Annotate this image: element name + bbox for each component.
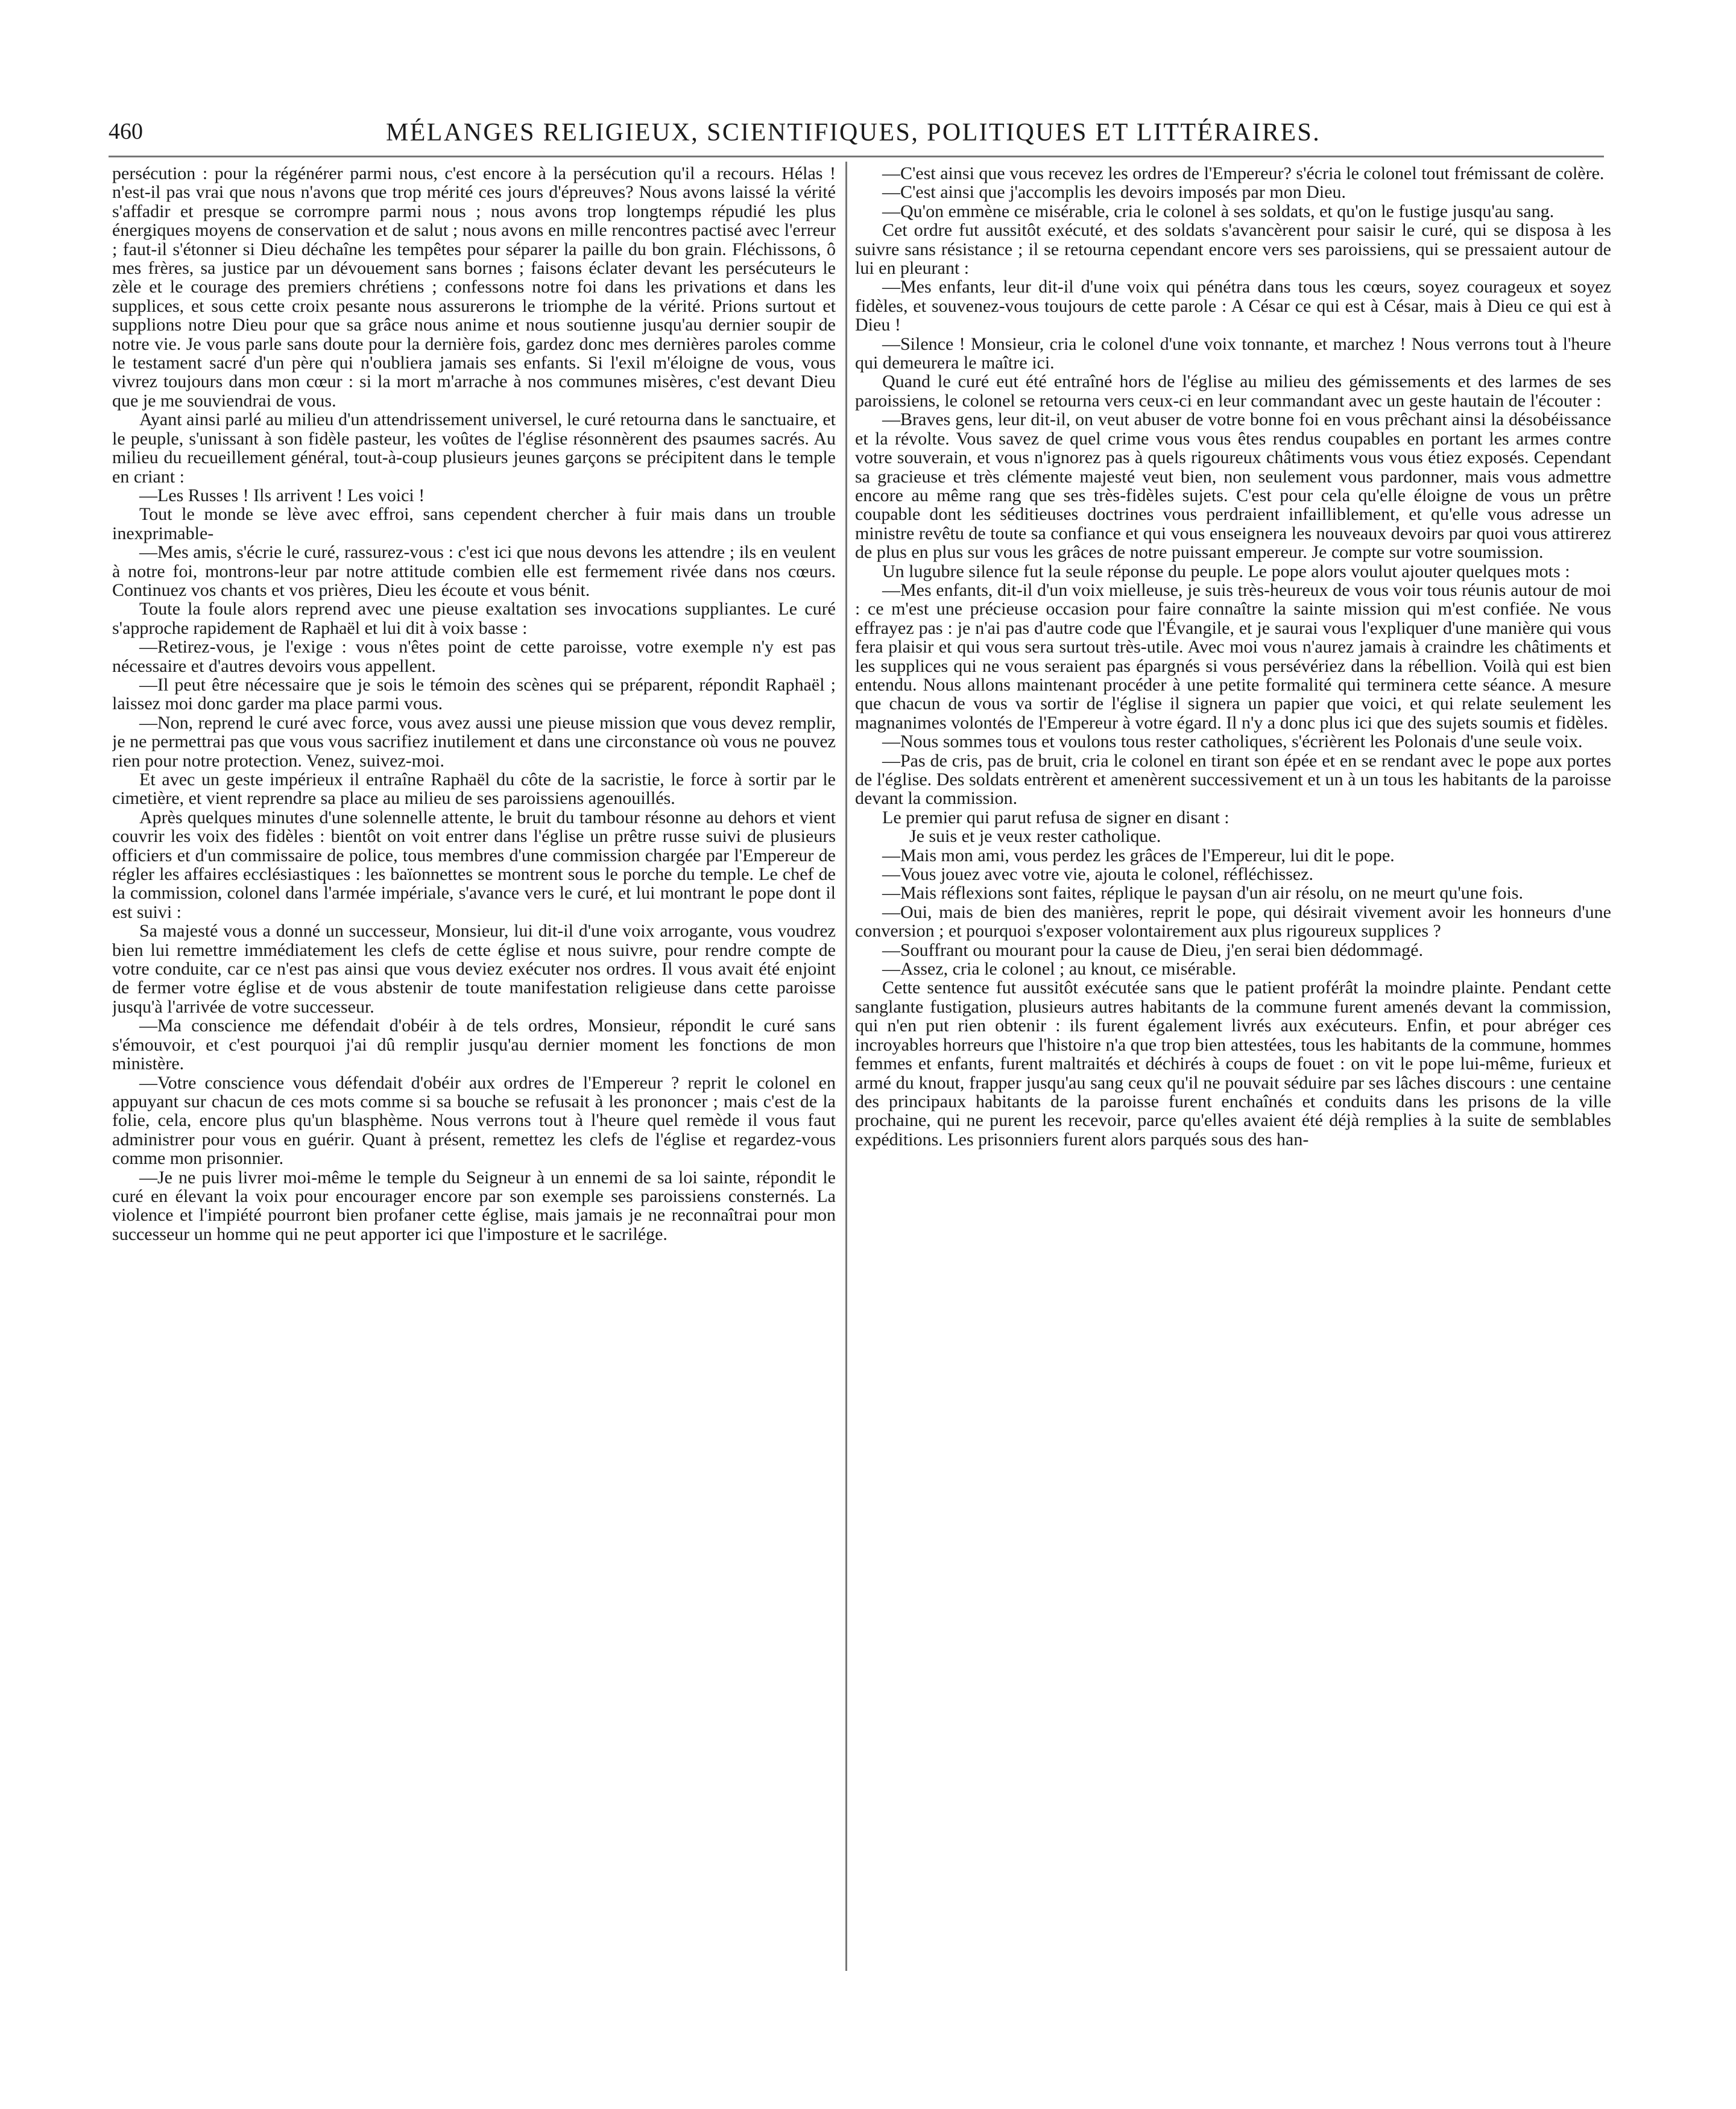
paragraph: Je suis et je veux rester catholique. bbox=[909, 826, 1161, 847]
paragraph: persécution : pour la régénérer parmi nous, c'est encore à la persécution qu'il a recours. Hélas ! n'est-il pas vrai que nous n'avons que trop mérité ces jours d'épreuves? Nous avons laissé la vérité s'affadir et presque se corrompre parmi nous ; nous avons trop longtemps répudié les plus énergiques moyens de conservation et de salut ; nous avons en mille rencontres pactisé avec l'erreur ; faut-il s'étonner si Dieu déchaîne les tempêtes pour séparer la paille du bon grain. Fléchissons, ô mes frères, sa justice par un dévouement sans bornes ; faisons éclater devant les persécuteurs le zèle et le courage des premiers chrétiens ; confessons notre foi dans les privations et dans les supplices, et sous cette croix pesante nous assurerons le triomphe de la vérité. Prions surtout et supplions notre Dieu pour que sa grâce nous anime et nous soutienne jusqu'au dernier soupir de notre vie. Je vous parle sans doute pour la dernière fois, gardez donc mes dernières paroles comme le testament sacré d'un père qui n'oubliera jamais ses enfants. Si l'exil m'éloigne de vous, vous vivrez toujours dans mon cœur : si la mort m'arrache à nos communes misères, c'est devant Dieu que je me souviendrai de vous. bbox=[112, 164, 836, 411]
paragraph: Le premier qui parut refusa de signer en disant : bbox=[882, 807, 1229, 827]
paragraph: —Retirez-vous, je l'exige : vous n'êtes point de cette paroisse, votre exemple n'y est pas nécessaire et d'autres devoirs vous appellent. bbox=[112, 637, 836, 676]
running-header bbox=[90, 116, 1658, 152]
paragraph: Sa majesté vous a donné un successeur, Monsieur, lui dit-il d'une voix arrogante, vous voudrez bien lui remettre immédiatement les clefs de cette église et nous suivre, pour rendre compte de votre conduite, car ce n'est pas ainsi que vous deviez exécuter nos ordres. Il vous avait été enjoint de fermer votre église et de vous abstenir de toute manifestation religieuse dans cette paroisse jusqu'à l'arrivée de votre successeur. bbox=[112, 921, 836, 1017]
paragraph: —Mes enfants, leur dit-il d'une voix qui pénétra dans tous les cœurs, soyez courageux et soyez fidèles, et souvenez-vous toujours de cette parole : A César ce qui est à César, mais à Dieu ce qui est à Dieu ! bbox=[855, 277, 1611, 335]
paragraph: —Mes amis, s'écrie le curé, rassurez-vous : c'est ici que nous devons les attendre ; ils en veulent à notre foi, montrons-leur par notre attitude combien elle est fermement rivée dans nos cœurs. Continuez vos chants et vos prières, Dieu les écoute et vous bénit. bbox=[112, 542, 836, 600]
paragraph: Quand le curé eut été entraîné hors de l'église au milieu des gémissements et des larmes de ses paroissiens, le colonel se retourna vers ceux-ci en leur commandant avec un geste hautain de l'écouter : bbox=[855, 372, 1611, 411]
paragraph: Ayant ainsi parlé au milieu d'un attendrissement universel, le curé retourna dans le sanctuaire, et le peuple, s'unissant à son fidèle pasteur, les voûtes de l'église résonnèrent des psaumes sacrés. Au milieu du recueillement général, tout-à-coup plusieurs jeunes garçons se précipitent dans le temple en criant : bbox=[112, 409, 836, 487]
paragraph: —Les Russes ! Ils arrivent ! Les voici ! bbox=[139, 485, 425, 505]
paragraph: —Mais réflexions sont faites, réplique le paysan d'un air résolu, on ne meurt qu'une fois. bbox=[882, 883, 1524, 903]
right-column bbox=[855, 164, 1611, 1973]
paragraph: —C'est ainsi que vous recevez les ordres de l'Empereur? s'écria le colonel tout frémissant de colère. bbox=[882, 164, 1605, 183]
paragraph: —Nous sommes tous et voulons tous rester catholiques, s'écrièrent les Polonais d'une seule voix. bbox=[882, 732, 1583, 752]
paragraph: Après quelques minutes d'une solennelle attente, le bruit du tambour résonne au dehors et vient couvrir les voix des fidèles : bientôt on voit entrer dans l'église un prêtre russe suivi de plusieurs officiers et d'un commissaire de police, tous membres d'une commission chargée par l'Empereur de régler les affaires ecclésiastiques : les baïonnettes se montrent sous le porche du temple. Le chef de la commission, colonel dans l'armée impériale, s'avance vers le curé, et lui montrant le pope dont il est suivi : bbox=[112, 807, 836, 922]
header-rule bbox=[109, 156, 1604, 157]
paragraph: Et avec un geste impérieux il entraîne Raphaël du côte de la sacristie, le force à sortir par le cimetière, et vient reprendre sa place au milieu de ses paroissiens agenouillés. bbox=[112, 770, 836, 809]
paragraph: Un lugubre silence fut la seule réponse du peuple. Le pope alors voulut ajouter quelques mots : bbox=[882, 561, 1570, 581]
paragraph: —Je ne puis livrer moi-même le temple du Seigneur à un ennemi de sa loi sainte, répondit le curé en élevant la voix pour encourager encore par son exemple ses paroissiens consternés. La violence et l'impiété pourront bien profaner cette église, mais jamais je ne reconnaîtrai pour mon successeur un homme qui ne peut apporter ici que l'imposture et le sacrilége. bbox=[112, 1167, 836, 1244]
paragraph: —Qu'on emmène ce misérable, cria le colonel à ses soldats, et qu'on le fustige jusqu'au sang. bbox=[882, 201, 1555, 221]
paragraph: —Pas de cris, pas de bruit, cria le colonel en tirant son épée et en se rendant avec le pope aux portes de l'église. Des soldats entrèrent et amenèrent successivement et un à un tous les habitants de la paroisse devant la commission. bbox=[855, 750, 1611, 809]
left-column bbox=[112, 164, 836, 1973]
paragraph: —Souffrant ou mourant pour la cause de Dieu, j'en serai bien dédommagé. bbox=[882, 940, 1424, 960]
paragraph: Cet ordre fut aussitôt exécuté, et des soldats s'avancèrent pour saisir le curé, qui se disposa à les suivre sans résistance ; il se retourna cependant encore vers ses paroissiens, qui se pressaient autour de lui en pleurant : bbox=[855, 220, 1611, 279]
paragraph: —Mes enfants, dit-il d'un voix mielleuse, je suis très-heureux de vous voir tous réunis autour de moi : ce m'est une précieuse occasion pour faire connaître la sainte mission qui m'est confiée. Ne vous effrayez pas : je n'ai pas d'autre code que l'Évangile, et je saurai vous l'expliquer d'une manière qui vous fera plaisir et qui vous sera surtout très-utile. Avec moi vous n'aurez jamais à craindre les châtiments et les supplices qui ne vous seraient pas épargnés si vous persévériez dans la rébellion. Voilà qui est bien entendu. Nous allons maintenant procéder à une petite formalité qui terminera cette séance. A mesure que chacun de vous va sortir de l'église il signera un papier que voici, et qui relate seulement les magnanimes volontés de l'Empereur à votre égard. Il n'y a donc plus ici que des sujets soumis et fidèles. bbox=[855, 580, 1611, 733]
running-title: MÉLANGES RELIGIEUX, SCIENTIFIQUES, POLITIQUES ET LITTÉRAIRES. bbox=[386, 119, 1321, 147]
paragraph: —Mais mon ami, vous perdez les grâces de l'Empereur, lui dit le pope. bbox=[882, 845, 1395, 865]
paragraph: —Votre conscience vous défendait d'obéir aux ordres de l'Empereur ? reprit le colonel en appuyant sur chacun de ces mots comme si sa bouche se refusait à les prononcer ; mais c'est de la folie, cela, encore plus qu'un blasphème. Nous verrons tout à l'heure quel remède il vous faut administrer pour vous en guérir. Quant à présent, remettez les clefs de l'église et regardez-vous comme mon prisonnier. bbox=[112, 1072, 836, 1169]
paragraph: —C'est ainsi que j'accomplis les devoirs imposés par mon Dieu. bbox=[882, 182, 1346, 203]
paragraph: —Vous jouez avec votre vie, ajouta le colonel, réfléchissez. bbox=[882, 864, 1314, 885]
paragraph: —Silence ! Monsieur, cria le colonel d'une voix tonnante, et marchez ! Nous verrons tout à l'heure qui demeurera le maître ici. bbox=[855, 334, 1611, 373]
paragraph: —Non, reprend le curé avec force, vous avez aussi une pieuse mission que vous devez remplir, je ne permettrai pas que vous vous sacrifiez inutilement et dans une circonstance où vous ne pouvez rien pour notre protection. Venez, suivez-moi. bbox=[112, 712, 836, 771]
paragraph: —Oui, mais de bien des manières, reprit le pope, qui désirait vivement avoir les honneurs d'une conversion ; et pourquoi s'exposer volontairement aux plus rigoureux supplices ? bbox=[855, 902, 1611, 941]
paragraph: —Il peut être nécessaire que je sois le témoin des scènes qui se préparent, répondit Raphaël ; laissez moi donc garder ma place parmi vous. bbox=[112, 674, 836, 714]
page-number: 460 bbox=[109, 119, 143, 144]
paragraph: Tout le monde se lève avec effroi, sans cependent chercher à fuir mais dans un trouble inexprimable- bbox=[112, 504, 836, 543]
column-divider bbox=[845, 162, 847, 1971]
paragraph: Toute la foule alors reprend avec une pieuse exaltation ses invocations suppliantes. Le curé s'approche rapidement de Raphaël et lui dit à voix basse : bbox=[112, 599, 836, 638]
paragraph: Cette sentence fut aussitôt exécutée sans que le patient proférât la moindre plainte. Pendant cette sanglante fustigation, plusieurs autres habitants de la commune furent amenés devant la commission, qui n'en put rien obtenir : ils furent également livrés aux exécuteurs. Enfin, et pour abréger ces incroyables horreurs que l'histoire n'a que trop bien attestées, tous les habitants de la commune, hommes femmes et enfants, furent maltraités et déchirés à coups de fouet : on vit le pope lui-même, furieux et armé du knout, frapper jusqu'au sang ceux qu'il ne pouvait séduire par ses lâches discours : une centaine des principaux habitants de la paroisse furent enchaînés et conduits dans les prisons de la ville prochaine, qui ne purent les recevoir, parce qu'elles avaient été déjà remplies à la suite de semblables expéditions. Les prisonniers furent alors parqués sous des han- bbox=[855, 978, 1611, 1149]
paragraph: —Braves gens, leur dit-il, on veut abuser de votre bonne foi en vous prêchant ainsi la désobéissance et la révolte. Vous savez de quel crime vous vous êtes rendus coupables en portant les armes contre votre souverain, et vous n'ignorez pas à quels rigoureux châtiments vous vous étiez exposés. Cependant sa gracieuse et très clémente majesté veut bien, non seulement vous pardonner, mais vous admettre encore au même rang que ses très-fidèles sujets. C'est pour cela qu'elle éloigne de vous un prêtre coupable dont les séditieuses doctrines vous perdraient infailliblement, et qu'elle vous adresse un ministre revêtu de toute sa confiance et qui vous enseignera les nouveaux devoirs par quoi vous attirerez de plus en plus sur vous les grâces de notre puissant empereur. Je compte sur votre soumission. bbox=[855, 409, 1611, 563]
paragraph: —Assez, cria le colonel ; au knout, ce misérable. bbox=[882, 959, 1237, 979]
paragraph: —Ma conscience me défendait d'obéir à de tels ordres, Monsieur, répondit le curé sans s'émouvoir, et c'est pourquoi j'ai dû remplir jusqu'au dernier moment les fonctions de mon ministère. bbox=[112, 1016, 836, 1074]
